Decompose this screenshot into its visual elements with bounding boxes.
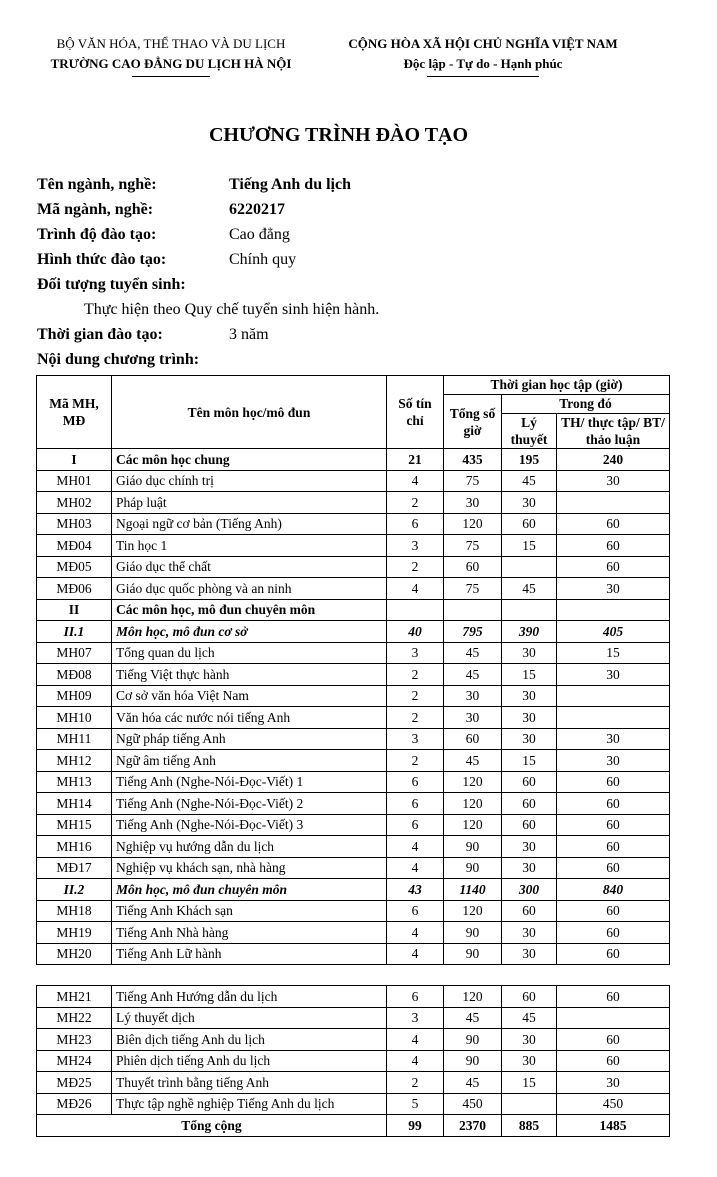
cell-code: MH15	[37, 814, 112, 836]
cell-name: Tiếng Anh (Nghe-Nói-Đọc-Viết) 3	[112, 814, 387, 836]
header-name: Tên môn học/mô đun	[112, 376, 387, 449]
cell-name: Tiếng Việt thực hành	[112, 664, 387, 686]
cell-theory: 15	[502, 1072, 557, 1094]
cell-credits	[387, 599, 444, 621]
cell-theory: 30	[502, 1029, 557, 1051]
table-row	[37, 943, 670, 965]
cell-name: Ngữ pháp tiếng Anh	[112, 728, 387, 750]
cell-credits: 2	[387, 492, 444, 514]
cell-total: 120	[444, 900, 502, 922]
cell-code: MĐ26	[37, 1093, 112, 1115]
cell-name: Giáo dục quốc phòng và an ninh	[112, 578, 387, 600]
cell-practice: 60	[557, 900, 670, 922]
cell-name: Tiếng Anh Nhà hàng	[112, 922, 387, 944]
cell-practice: 15	[557, 642, 670, 664]
info-value: Tiếng Anh du lịch	[229, 176, 351, 193]
cell-theory: 30	[502, 728, 557, 750]
header-theory: Lý thuyết	[502, 414, 557, 449]
cell-name: Giáo dục thể chất	[112, 556, 387, 578]
cell-code: MH21	[37, 986, 112, 1008]
header-credits: Số tín chỉ	[387, 376, 444, 449]
table-row	[37, 986, 670, 1008]
cell-code: MH24	[37, 1050, 112, 1072]
cell-theory: 30	[502, 707, 557, 729]
info-label: Hình thức đào tạo:	[37, 251, 167, 268]
section-row	[37, 599, 670, 621]
cell-credits: 4	[387, 943, 444, 965]
cell-credits: 3	[387, 1007, 444, 1029]
cell-theory: 60	[502, 986, 557, 1008]
info-target	[37, 272, 379, 297]
cell-credits: 4	[387, 922, 444, 944]
cell-practice	[557, 707, 670, 729]
info-label: Trình độ đào tạo:	[37, 226, 157, 243]
cell-code: MH10	[37, 707, 112, 729]
info-value: Cao đẳng	[229, 226, 290, 243]
cell-practice: 30	[557, 1072, 670, 1094]
table-row	[37, 922, 670, 944]
total-label: Tổng cộng	[37, 1115, 387, 1137]
cell-total: 75	[444, 470, 502, 492]
cell-theory: 390	[502, 621, 557, 643]
table-row	[37, 492, 670, 514]
cell-theory: 195	[502, 449, 557, 471]
cell-name: Nghiệp vụ khách sạn, nhà hàng	[112, 857, 387, 879]
cell-practice: 60	[557, 836, 670, 858]
cell-credits: 5	[387, 1093, 444, 1115]
divider	[427, 76, 539, 77]
cell-total: 120	[444, 513, 502, 535]
national-title: CỘNG HÒA XÃ HỘI CHỦ NGHĨA VIỆT NAM	[348, 36, 618, 51]
cell-code: MH14	[37, 793, 112, 815]
cell-name: Phiên dịch tiếng Anh du lịch	[112, 1050, 387, 1072]
cell-code: MH01	[37, 470, 112, 492]
cell-name: Tiếng Anh Lữ hành	[112, 943, 387, 965]
cell-practice: 30	[557, 578, 670, 600]
cell-name: Thực tập nghề nghiệp Tiếng Anh du lịch	[112, 1093, 387, 1115]
cell-total: 30	[444, 685, 502, 707]
cell-total: 450	[444, 1093, 502, 1115]
cell-name: Môn học, mô đun chuyên môn	[112, 879, 387, 901]
table-row	[37, 1007, 670, 1029]
cell-practice: 60	[557, 535, 670, 557]
cell-practice: 60	[557, 922, 670, 944]
table-row	[37, 664, 670, 686]
cell-theory: 30	[502, 836, 557, 858]
header-total: Tổng số giờ	[444, 395, 502, 449]
cell-name: Tiếng Anh Khách sạn	[112, 900, 387, 922]
cell-name: Biên dịch tiếng Anh du lịch	[112, 1029, 387, 1051]
cell-practice: 60	[557, 1029, 670, 1051]
cell-total: 795	[444, 621, 502, 643]
cell-code: MĐ25	[37, 1072, 112, 1094]
table-row	[37, 642, 670, 664]
table-row	[37, 470, 670, 492]
cell-credits: 2	[387, 707, 444, 729]
cell-theory	[502, 1093, 557, 1115]
cell-total: 90	[444, 857, 502, 879]
cell-credits: 2	[387, 1072, 444, 1094]
info-content	[37, 347, 379, 372]
cell-practice: 30	[557, 664, 670, 686]
national-motto: Độc lập - Tự do - Hạnh phúc	[403, 56, 563, 71]
total-hours: 2370	[444, 1115, 502, 1137]
cell-practice: 60	[557, 943, 670, 965]
cell-name: Pháp luật	[112, 492, 387, 514]
document-title-text: CHƯƠNG TRÌNH ĐÀO TẠO	[208, 124, 469, 146]
ministry-header	[36, 34, 306, 77]
cell-credits: 40	[387, 621, 444, 643]
cell-practice: 60	[557, 513, 670, 535]
table-row	[37, 578, 670, 600]
cell-practice: 30	[557, 750, 670, 772]
table-row	[37, 1072, 670, 1094]
cell-code: MH19	[37, 922, 112, 944]
cell-credits: 2	[387, 685, 444, 707]
cell-code: MĐ04	[37, 535, 112, 557]
cell-practice: 405	[557, 621, 670, 643]
cell-code: MH02	[37, 492, 112, 514]
cell-practice: 240	[557, 449, 670, 471]
info-label: Đối tượng tuyển sinh:	[37, 276, 186, 293]
cell-name: Môn học, mô đun cơ sở	[112, 621, 387, 643]
table-row	[37, 836, 670, 858]
cell-credits: 4	[387, 857, 444, 879]
cell-code: MĐ08	[37, 664, 112, 686]
cell-code: I	[37, 449, 112, 471]
cell-code: II.2	[37, 879, 112, 901]
cell-credits: 4	[387, 1029, 444, 1051]
cell-total: 30	[444, 707, 502, 729]
cell-practice: 60	[557, 857, 670, 879]
cell-theory: 60	[502, 513, 557, 535]
cell-theory: 30	[502, 642, 557, 664]
info-major	[37, 172, 379, 197]
table-row	[37, 535, 670, 557]
cell-credits: 6	[387, 900, 444, 922]
cell-total: 75	[444, 535, 502, 557]
cell-total: 1140	[444, 879, 502, 901]
table-row	[37, 793, 670, 815]
info-value: 6220217	[229, 201, 285, 218]
info-label: Tên ngành, nghề:	[37, 176, 157, 193]
table-row	[37, 814, 670, 836]
info-value: Thực hiện theo Quy chế tuyển sinh hiện hành.	[84, 301, 380, 318]
cell-theory: 15	[502, 664, 557, 686]
cell-theory: 30	[502, 922, 557, 944]
info-label: Mã ngành, nghề:	[37, 201, 154, 218]
cell-credits: 43	[387, 879, 444, 901]
cell-name: Ngữ âm tiếng Anh	[112, 750, 387, 772]
table-row	[37, 750, 670, 772]
cell-code: MH22	[37, 1007, 112, 1029]
cell-theory: 30	[502, 1050, 557, 1072]
header-within: Trong đó	[502, 395, 670, 414]
cell-total: 90	[444, 836, 502, 858]
cell-code: MH18	[37, 900, 112, 922]
cell-theory: 300	[502, 879, 557, 901]
cell-theory: 30	[502, 492, 557, 514]
cell-name: Tổng quan du lịch	[112, 642, 387, 664]
cell-name: Các môn học, mô đun chuyên môn	[112, 599, 387, 621]
table-row	[37, 1050, 670, 1072]
info-label: Thời gian đào tạo:	[37, 326, 163, 343]
cell-name: Văn hóa các nước nói tiếng Anh	[112, 707, 387, 729]
section-row	[37, 621, 670, 643]
table-row	[37, 556, 670, 578]
document-title	[0, 124, 717, 147]
info-value: 3 năm	[229, 326, 269, 343]
table-row	[37, 1093, 670, 1115]
cell-credits: 4	[387, 836, 444, 858]
cell-total: 45	[444, 1007, 502, 1029]
cell-total: 120	[444, 814, 502, 836]
info-duration	[37, 322, 379, 347]
table-row	[37, 685, 670, 707]
cell-code: MH23	[37, 1029, 112, 1051]
cell-practice: 60	[557, 986, 670, 1008]
info-code	[37, 197, 379, 222]
table-row	[37, 513, 670, 535]
cell-credits: 3	[387, 728, 444, 750]
cell-code: MH11	[37, 728, 112, 750]
cell-name: Tin học 1	[112, 535, 387, 557]
cell-practice: 30	[557, 470, 670, 492]
cell-name: Giáo dục chính trị	[112, 470, 387, 492]
program-info	[37, 172, 379, 372]
cell-theory: 30	[502, 943, 557, 965]
cell-code: MĐ06	[37, 578, 112, 600]
cell-credits: 3	[387, 642, 444, 664]
cell-credits: 21	[387, 449, 444, 471]
national-header	[322, 34, 644, 77]
table-row	[37, 1029, 670, 1051]
header-time-group: Thời gian học tập (giờ)	[444, 376, 670, 395]
divider	[132, 76, 210, 77]
info-value: Chính quy	[229, 251, 297, 268]
cell-theory: 60	[502, 900, 557, 922]
cell-name: Nghiệp vụ hướng dẫn du lịch	[112, 836, 387, 858]
cell-total: 60	[444, 556, 502, 578]
cell-code: MĐ05	[37, 556, 112, 578]
info-target-value	[37, 297, 379, 322]
info-level	[37, 222, 379, 247]
cell-total: 60	[444, 728, 502, 750]
cell-theory: 60	[502, 793, 557, 815]
table-row	[37, 728, 670, 750]
curriculum-table-continued	[36, 985, 670, 1137]
cell-theory	[502, 556, 557, 578]
ministry-name: BỘ VĂN HÓA, THỂ THAO VÀ DU LỊCH	[56, 36, 286, 51]
cell-name: Tiếng Anh (Nghe-Nói-Đọc-Viết) 1	[112, 771, 387, 793]
info-label: Nội dung chương trình:	[37, 351, 200, 368]
cell-code: MH20	[37, 943, 112, 965]
header-code: Mã MH, MĐ	[37, 376, 112, 449]
info-form	[37, 247, 379, 272]
cell-total: 120	[444, 793, 502, 815]
total-theory: 885	[502, 1115, 557, 1137]
cell-practice: 60	[557, 556, 670, 578]
cell-total: 120	[444, 771, 502, 793]
cell-theory: 45	[502, 578, 557, 600]
total-row	[37, 1115, 670, 1137]
cell-credits: 3	[387, 535, 444, 557]
cell-total: 120	[444, 986, 502, 1008]
cell-credits: 4	[387, 1050, 444, 1072]
cell-credits: 2	[387, 664, 444, 686]
cell-theory	[502, 599, 557, 621]
cell-total: 90	[444, 1029, 502, 1051]
cell-practice: 60	[557, 1050, 670, 1072]
cell-code: MH16	[37, 836, 112, 858]
cell-total: 45	[444, 664, 502, 686]
cell-theory: 15	[502, 535, 557, 557]
cell-theory: 15	[502, 750, 557, 772]
cell-name: Tiếng Anh (Nghe-Nói-Đọc-Viết) 2	[112, 793, 387, 815]
table-row	[37, 857, 670, 879]
cell-practice: 60	[557, 771, 670, 793]
cell-credits: 6	[387, 793, 444, 815]
cell-credits: 4	[387, 470, 444, 492]
cell-practice	[557, 599, 670, 621]
cell-total: 90	[444, 922, 502, 944]
cell-name: Tiếng Anh Hướng dẫn du lịch	[112, 986, 387, 1008]
cell-theory: 30	[502, 685, 557, 707]
cell-credits: 6	[387, 771, 444, 793]
cell-practice: 30	[557, 728, 670, 750]
cell-practice: 60	[557, 793, 670, 815]
cell-credits: 6	[387, 513, 444, 535]
cell-theory: 45	[502, 470, 557, 492]
cell-code: MĐ17	[37, 857, 112, 879]
cell-name: Cơ sở văn hóa Việt Nam	[112, 685, 387, 707]
cell-total	[444, 599, 502, 621]
cell-theory: 30	[502, 857, 557, 879]
cell-practice: 840	[557, 879, 670, 901]
cell-credits: 6	[387, 814, 444, 836]
cell-name: Ngoại ngữ cơ bản (Tiếng Anh)	[112, 513, 387, 535]
cell-practice	[557, 1007, 670, 1029]
cell-total: 30	[444, 492, 502, 514]
cell-code: MH12	[37, 750, 112, 772]
cell-code: MH09	[37, 685, 112, 707]
cell-code: II.1	[37, 621, 112, 643]
cell-theory: 60	[502, 771, 557, 793]
table-row	[37, 900, 670, 922]
cell-code: MH07	[37, 642, 112, 664]
cell-total: 45	[444, 1072, 502, 1094]
cell-credits: 6	[387, 986, 444, 1008]
cell-credits: 4	[387, 578, 444, 600]
cell-practice: 60	[557, 814, 670, 836]
cell-theory: 60	[502, 814, 557, 836]
curriculum-table	[36, 375, 670, 965]
cell-practice	[557, 685, 670, 707]
school-name: TRƯỜNG CAO ĐẲNG DU LỊCH HÀ NỘI	[50, 56, 292, 71]
cell-total: 435	[444, 449, 502, 471]
cell-code: MH13	[37, 771, 112, 793]
cell-theory: 45	[502, 1007, 557, 1029]
cell-code: II	[37, 599, 112, 621]
cell-total: 90	[444, 943, 502, 965]
cell-practice: 450	[557, 1093, 670, 1115]
total-practice: 1485	[557, 1115, 670, 1137]
header-practice: TH/ thực tập/ BT/ thảo luận	[557, 414, 670, 449]
table-row	[37, 771, 670, 793]
cell-credits: 2	[387, 750, 444, 772]
total-credits: 99	[387, 1115, 444, 1137]
cell-total: 45	[444, 750, 502, 772]
cell-name: Thuyết trình bằng tiếng Anh	[112, 1072, 387, 1094]
cell-total: 75	[444, 578, 502, 600]
cell-practice	[557, 492, 670, 514]
cell-name: Các môn học chung	[112, 449, 387, 471]
table-row	[37, 707, 670, 729]
cell-total: 45	[444, 642, 502, 664]
cell-code: MH03	[37, 513, 112, 535]
cell-total: 90	[444, 1050, 502, 1072]
cell-name: Lý thuyết dịch	[112, 1007, 387, 1029]
section-row	[37, 449, 670, 471]
section-row	[37, 879, 670, 901]
cell-credits: 2	[387, 556, 444, 578]
